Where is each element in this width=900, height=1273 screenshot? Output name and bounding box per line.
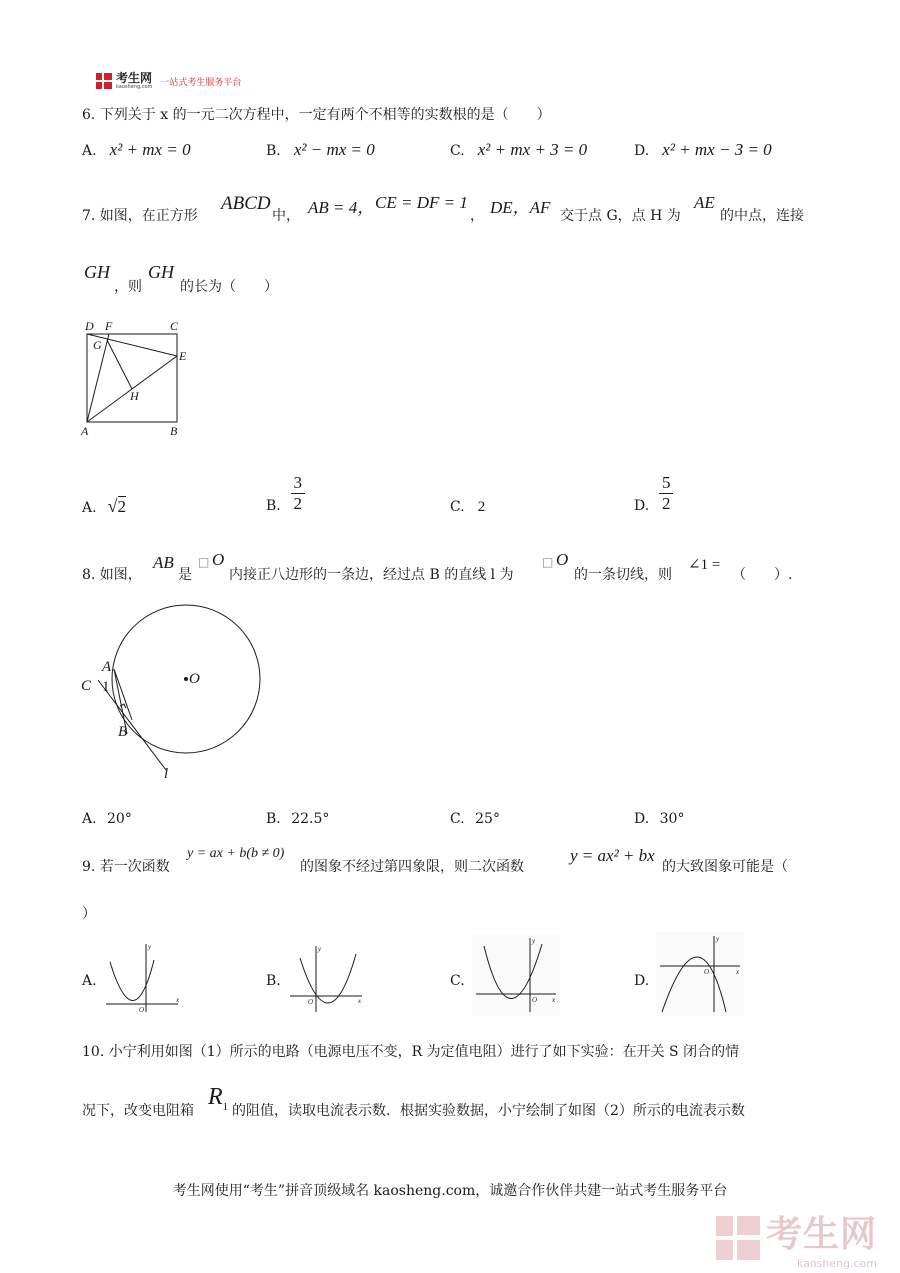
q8-ab: AB — [153, 553, 174, 572]
q8-angle: ∠1 = — [688, 557, 721, 573]
q7-label-g: G — [93, 338, 102, 352]
q9-b-origin-label: O — [308, 998, 314, 1006]
q8-option-d — [634, 810, 684, 828]
q10-line2b: 的阻值，读取电流表示数．根据实验数据，小宁绘制了如图（2）所示的电流表示数 — [232, 1103, 745, 1119]
q6-option-c-label: C. — [450, 143, 465, 159]
q9-d-background — [656, 932, 744, 1016]
q6-option-b-expr: x² − mx = 0 — [293, 140, 375, 159]
q8-text2: 的一条切线，则 — [574, 567, 672, 583]
q9-linear: y = ax + b(b ≠ 0) — [187, 846, 285, 861]
q8-option-c — [450, 810, 500, 828]
q8-option-b-label: B. — [266, 811, 281, 827]
q7-option-d-den: 2 — [661, 493, 671, 513]
q6-option-b — [266, 140, 375, 160]
q9-option-a-label: A. — [82, 973, 97, 989]
q7-option-d-fraction — [659, 473, 673, 514]
q9-c-y-label: y — [532, 937, 536, 945]
q10-r1-letter: R — [208, 1084, 223, 1110]
q7-gh1: GH — [84, 262, 110, 282]
q7-square-figure — [78, 318, 198, 440]
q8-o2: O — [556, 550, 569, 569]
q9-graph-d — [656, 932, 744, 1016]
watermark — [716, 1206, 877, 1270]
q9-text1: 的图象不经过第四象限，则二次函数 — [300, 859, 524, 875]
q7-comma: ， — [470, 208, 484, 224]
q6-stem: 6. 下列关于 x 的一元二次方程中，一定有两个不相等的实数根的是（ ） — [82, 107, 551, 123]
q7-option-b-label: B. — [266, 498, 281, 514]
q7-label-b: B — [170, 424, 178, 438]
q7-option-c-value: 2 — [477, 499, 486, 515]
q9-c-origin-label: O — [532, 996, 538, 1004]
q8-option-c-value: 25° — [475, 811, 500, 827]
q6-option-d-label: D. — [634, 143, 650, 159]
q7-option-b-num: 3 — [293, 472, 302, 492]
q7-line-gh — [107, 340, 132, 389]
q9-a-origin-label: O — [139, 1006, 145, 1014]
watermark-domain: kaosheng.com — [796, 1257, 878, 1270]
q7-cond1: AB = 4， — [308, 198, 375, 217]
q8-text1: 内接正八边形的一条边，经过点 B 的直线 l 为 — [229, 567, 514, 583]
q7-cond3: DE，AF — [490, 198, 551, 217]
q8-label-b: B — [118, 724, 128, 740]
q9-quad: y = ax² + bx — [570, 846, 655, 865]
q7-number: 7. 如图，在正方形 — [82, 208, 198, 224]
q7-label-e: E — [179, 349, 187, 363]
q6-option-b-label: B. — [266, 143, 281, 159]
q7-option-b — [266, 472, 305, 514]
watermark-logo-icon — [716, 1216, 760, 1260]
q6-option-c-expr: x² + mx + 3 = 0 — [477, 140, 588, 159]
q8-option-d-label: D. — [634, 811, 650, 827]
q8-option-b-value: 22.5° — [291, 811, 330, 827]
q8-label-a: A — [102, 659, 112, 675]
q7-option-c — [450, 496, 485, 516]
q7-option-d — [634, 472, 673, 514]
q8-label-l: l — [164, 766, 169, 782]
q9-option-d-label: D. — [634, 973, 650, 989]
kaosheng-logo-icon — [96, 73, 112, 89]
q8-center-dot — [184, 677, 188, 681]
q8-option-a-value: 20° — [107, 811, 132, 827]
q7-ask: 的长为（ ） — [180, 279, 278, 295]
q7-label-a: A — [81, 424, 89, 438]
q8-option-b — [266, 810, 329, 828]
q8-label-o: O — [189, 671, 200, 687]
q6-option-d-expr: x² + mx − 3 = 0 — [662, 140, 772, 159]
q8-option-a-label: A. — [82, 811, 97, 827]
q6-option-a — [82, 140, 191, 160]
q6-option-a-label: A. — [82, 143, 97, 159]
q7-label-d: D — [85, 319, 94, 333]
q8-paren: （ ）. — [732, 567, 793, 583]
q9-b-y-label: y — [318, 945, 322, 953]
q7-option-a-radical: √ — [107, 496, 118, 516]
q7-option-d-num: 5 — [661, 472, 671, 492]
q7-zhong: 中， — [272, 208, 300, 224]
q10-r1 — [208, 1084, 228, 1113]
q7-label-f: F — [105, 319, 113, 333]
q7-option-a-value: 2 — [117, 497, 127, 516]
watermark-text: 考生网 — [766, 1214, 878, 1255]
q9-d-y-label: y — [716, 935, 720, 943]
q8-box1: □ — [198, 555, 210, 569]
q9-d-origin-label: O — [704, 968, 710, 976]
q7-option-c-label: C. — [450, 499, 465, 515]
q8-option-a — [82, 810, 132, 828]
q10-line2a: 况下，改变电阻箱 — [82, 1103, 194, 1119]
q9-number: 9. 若一次函数 — [82, 859, 170, 875]
q10-line1: 10. 小宁利用如图（1）所示的电路（电源电压不变，R 为定值电阻）进行了如下实验：在开关 S 闭合的情 — [82, 1044, 740, 1060]
logo-domain: kaosheng.com — [116, 84, 153, 90]
q8-box2: □ — [542, 555, 554, 569]
q9-b-x-label: x — [358, 997, 362, 1005]
q7-ae: AE — [694, 193, 715, 212]
header-slogan: 一站式考生服务平台 — [160, 77, 242, 88]
q7-option-d-label: D. — [634, 498, 650, 514]
q8-label-c: C — [81, 678, 92, 694]
q6-option-d — [634, 140, 772, 160]
q7-ze: ，则 — [114, 279, 142, 295]
header-logo — [96, 72, 241, 90]
q7-label-c: C — [170, 319, 179, 333]
q8-shi: 是 — [178, 567, 192, 583]
footer-text: 考生网使用“考生”拼音顶级域名 kaosheng.com，诚邀合作伙伴共建一站式考生服务平台 — [172, 1183, 728, 1199]
q8-number: 8. 如图， — [82, 567, 142, 583]
q8-option-c-label: C. — [450, 811, 465, 827]
q6-option-a-expr: x² + mx = 0 — [109, 140, 191, 159]
q7-abcd: ABCD — [221, 193, 271, 214]
q8-option-d-value: 30° — [659, 811, 685, 827]
q8-circle-figure — [76, 600, 266, 786]
q9-a-parabola — [110, 960, 154, 1001]
q9-option-b-label: B. — [266, 973, 281, 989]
q9-close: ） — [82, 906, 96, 922]
q9-text2: 的大致图象可能是（ — [662, 859, 788, 875]
q9-graph-b — [286, 940, 366, 1015]
q7-label-h: H — [130, 389, 139, 403]
q7-cond2: CE = DF = 1 — [375, 193, 468, 212]
q7-jiao: 交于点 G，点 H 为 — [560, 208, 681, 224]
q9-d-x-label: x — [736, 968, 740, 976]
q7-option-b-den: 2 — [293, 493, 302, 513]
q9-c-background — [472, 934, 560, 1016]
logo-text: 考生网 — [116, 71, 153, 85]
q7-option-a-label: A. — [82, 500, 97, 516]
q9-option-c-label: C. — [450, 973, 465, 989]
q8-label-1: 1 — [102, 679, 110, 695]
q7-midpoint: 的中点，连接 — [720, 208, 804, 224]
q9-c-x-label: x — [552, 996, 556, 1004]
q7-option-a — [82, 496, 126, 517]
q8-o1: O — [212, 550, 225, 569]
q9-a-x-label: x — [176, 996, 180, 1004]
q7-option-b-fraction — [291, 473, 305, 514]
q6-option-c — [450, 140, 587, 160]
q9-graph-a — [102, 940, 182, 1015]
q9-graph-c — [472, 934, 560, 1016]
q10-r1-sub: 1 — [222, 1100, 229, 1113]
q9-a-y-label: y — [148, 943, 152, 951]
q7-gh2: GH — [148, 262, 174, 282]
